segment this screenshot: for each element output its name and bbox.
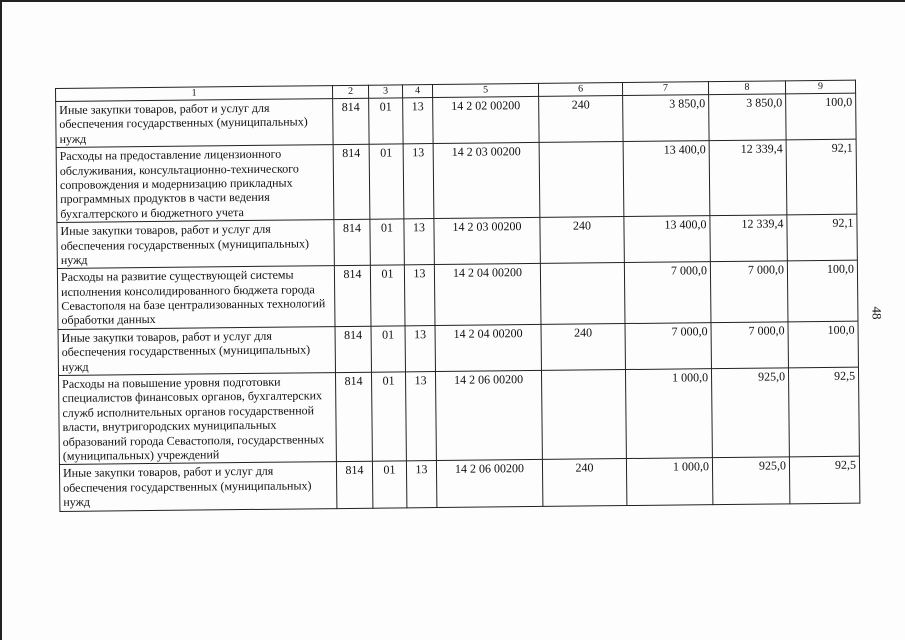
- header-col-4: 4: [402, 85, 432, 98]
- subsection-code: 13: [404, 219, 434, 265]
- department-code: 814: [334, 266, 371, 327]
- section-code: 01: [369, 98, 403, 145]
- execution-percent: 92,1: [787, 214, 857, 261]
- expense-name: Иные закупки товаров, работ и услуг для обеспечения государственных (муниципальных) нужд: [57, 220, 334, 269]
- header-col-8: 8: [708, 81, 785, 95]
- actual-amount: 925,0: [711, 368, 789, 458]
- planned-amount: 3 850,0: [623, 95, 709, 142]
- expense-type-code: [539, 142, 624, 218]
- target-article-code: 14 2 04 00200: [434, 264, 541, 326]
- section-code: 01: [371, 372, 406, 462]
- department-code: 814: [334, 219, 370, 266]
- expense-type-code: [540, 263, 625, 324]
- expense-name: Расходы на предоставление лицензионного обслуживания, консультационно-технического сопровождения и модернизацию прикладных программных продуктов в части ведения бухгалтерского и бюджетного учета: [56, 145, 334, 223]
- planned-amount: 13 400,0: [624, 216, 710, 263]
- expense-type-code: 240: [540, 217, 624, 264]
- subsection-code: 13: [406, 461, 436, 507]
- expense-name: Расходы на развитие существующей системы исполнения консолидированного бюджета города Севастополя на базе централизованных технологий обработки данных: [57, 266, 335, 329]
- page-number: 48: [869, 306, 885, 320]
- execution-percent: 100,0: [786, 93, 856, 140]
- expense-name: Иные закупки товаров, работ и услуг для обеспечения государственных (муниципальных) нужд: [58, 326, 335, 375]
- table-row: [57, 260, 858, 329]
- subsection-code: 13: [404, 265, 435, 326]
- target-article-code: 14 2 03 00200: [434, 218, 540, 265]
- expense-type-code: 240: [542, 459, 626, 506]
- target-article-code: 14 2 06 00200: [435, 370, 542, 460]
- table-row: [58, 321, 858, 376]
- table-row: [59, 456, 859, 511]
- actual-amount: 12 339,4: [709, 140, 787, 216]
- section-code: 01: [370, 219, 404, 266]
- planned-amount: 7 000,0: [624, 262, 711, 323]
- expense-name: Иные закупки товаров, работ и услуг для обеспечения государственных (муниципальных) нужд: [59, 462, 336, 511]
- department-code: 814: [335, 326, 371, 373]
- expense-name: Иные закупки товаров, работ и услуг для обеспечения государственных (муниципальных) нужд: [56, 99, 333, 148]
- execution-percent: 92,5: [789, 456, 859, 503]
- target-article-code: 14 2 03 00200: [433, 143, 540, 219]
- actual-amount: 12 339,4: [710, 215, 787, 262]
- target-article-code: 14 2 02 00200: [433, 96, 539, 143]
- header-col-7: 7: [622, 82, 708, 96]
- execution-percent: 100,0: [787, 260, 858, 321]
- expense-name: Расходы на повышение уровня подготовки специалистов финансовых органов, бухгалтерских служб исполнительных органов государственной власти, внутригородских муниципальных образований города Севастополя, государственных (муниципальных) учреждений: [59, 373, 337, 465]
- planned-amount: 13 400,0: [623, 141, 710, 217]
- actual-amount: 7 000,0: [710, 261, 788, 322]
- subsection-code: 13: [403, 98, 433, 144]
- table-row: [56, 139, 857, 222]
- header-col-3: 3: [368, 85, 402, 98]
- execution-percent: 100,0: [788, 321, 858, 368]
- header-col-2: 2: [332, 85, 368, 98]
- execution-percent: 92,5: [788, 367, 859, 457]
- subsection-code: 13: [403, 144, 434, 219]
- table-row: [56, 93, 856, 148]
- department-code: 814: [333, 144, 370, 219]
- planned-amount: 7 000,0: [625, 323, 711, 370]
- table-row: [59, 367, 860, 465]
- header-col-6: 6: [538, 83, 622, 97]
- execution-percent: 92,1: [786, 139, 857, 215]
- actual-amount: 925,0: [712, 457, 789, 504]
- expense-type-code: [541, 370, 626, 460]
- target-article-code: 14 2 06 00200: [436, 460, 542, 507]
- header-col-9: 9: [785, 80, 855, 94]
- section-code: 01: [370, 265, 405, 326]
- target-article-code: 14 2 04 00200: [435, 324, 541, 371]
- header-col-5: 5: [432, 83, 538, 97]
- expense-type-code: 240: [539, 96, 623, 143]
- subsection-code: 13: [405, 372, 436, 462]
- table-row: [57, 214, 857, 269]
- department-code: 814: [335, 372, 372, 462]
- department-code: 814: [333, 98, 369, 145]
- actual-amount: 3 850,0: [709, 94, 786, 141]
- header-col-1: 1: [56, 86, 333, 102]
- expense-type-code: 240: [541, 323, 625, 370]
- actual-amount: 7 000,0: [711, 322, 788, 369]
- subsection-code: 13: [405, 325, 435, 371]
- section-code: 01: [371, 326, 405, 373]
- section-code: 01: [372, 461, 406, 508]
- budget-table: [55, 80, 860, 512]
- section-code: 01: [369, 144, 404, 219]
- planned-amount: 1 000,0: [626, 458, 712, 505]
- department-code: 814: [336, 462, 372, 509]
- planned-amount: 1 000,0: [625, 369, 712, 459]
